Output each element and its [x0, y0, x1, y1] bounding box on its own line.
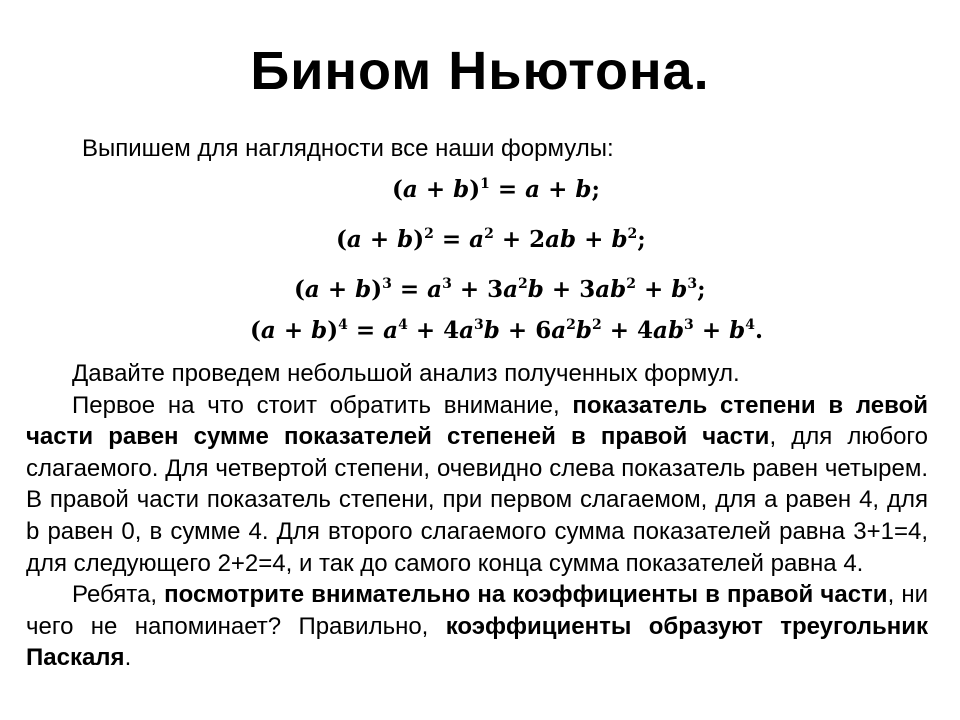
- intro-text: Выпишем для наглядности все наши формулы:: [82, 135, 614, 162]
- paragraph-coefficients-start: Ребята,: [72, 581, 165, 609]
- coefficients-look-highlight: посмотрите внимательно на коэффициенты в правой части: [164, 581, 888, 609]
- pascal-triangle-highlight: коэффициенты образуют треугольник Паскаля: [26, 612, 928, 672]
- paragraph-coefficients-end: .: [124, 644, 132, 672]
- paragraph-coefficients: [26, 579, 928, 674]
- body-text: [26, 358, 928, 674]
- formula-power-2: $(a + b)^2 = a^2 + 2ab + b^2$;: [336, 226, 646, 253]
- paragraph-exponents-rest: , для любого слагаемого. Для четвертой степени, очевидно слева показатель равен четырем. В правой части показатель степени, при первом слагаемом, для a равен 4, для b равен 0, в сумме 4. Для второго слагаемого сумма показателей равна 3+1=4, для следующего 2+2=4, и так до самого конца сумма показателей равна 4.: [26, 423, 928, 577]
- paragraph-exponents-start: Первое на что стоит обратить внимание,: [72, 391, 573, 419]
- formula-power-4: $(a + b)^4 = a^4 + 4a^3b + 6a^2b^2 + 4ab^3 + b^4$.: [250, 317, 763, 344]
- formula-power-1: $(a + b)^1 = a + b$;: [392, 176, 600, 203]
- formula-power-3: $(a + b)^3 = a^3 + 3a^2b + 3ab^2 + b^3$;: [294, 276, 706, 303]
- exponent-rule-highlight: показатель степени в левой части равен сумме показателей степеней в правой части: [26, 391, 928, 451]
- page-title: Бином Ньютона.: [250, 41, 710, 101]
- paragraph-analysis: Давайте проведем небольшой анализ полученных формул.: [72, 360, 740, 387]
- paragraph-exponents: [26, 390, 928, 580]
- paragraph-coefficients-middle: , ни чего не напоминает? Правильно,: [26, 581, 929, 640]
